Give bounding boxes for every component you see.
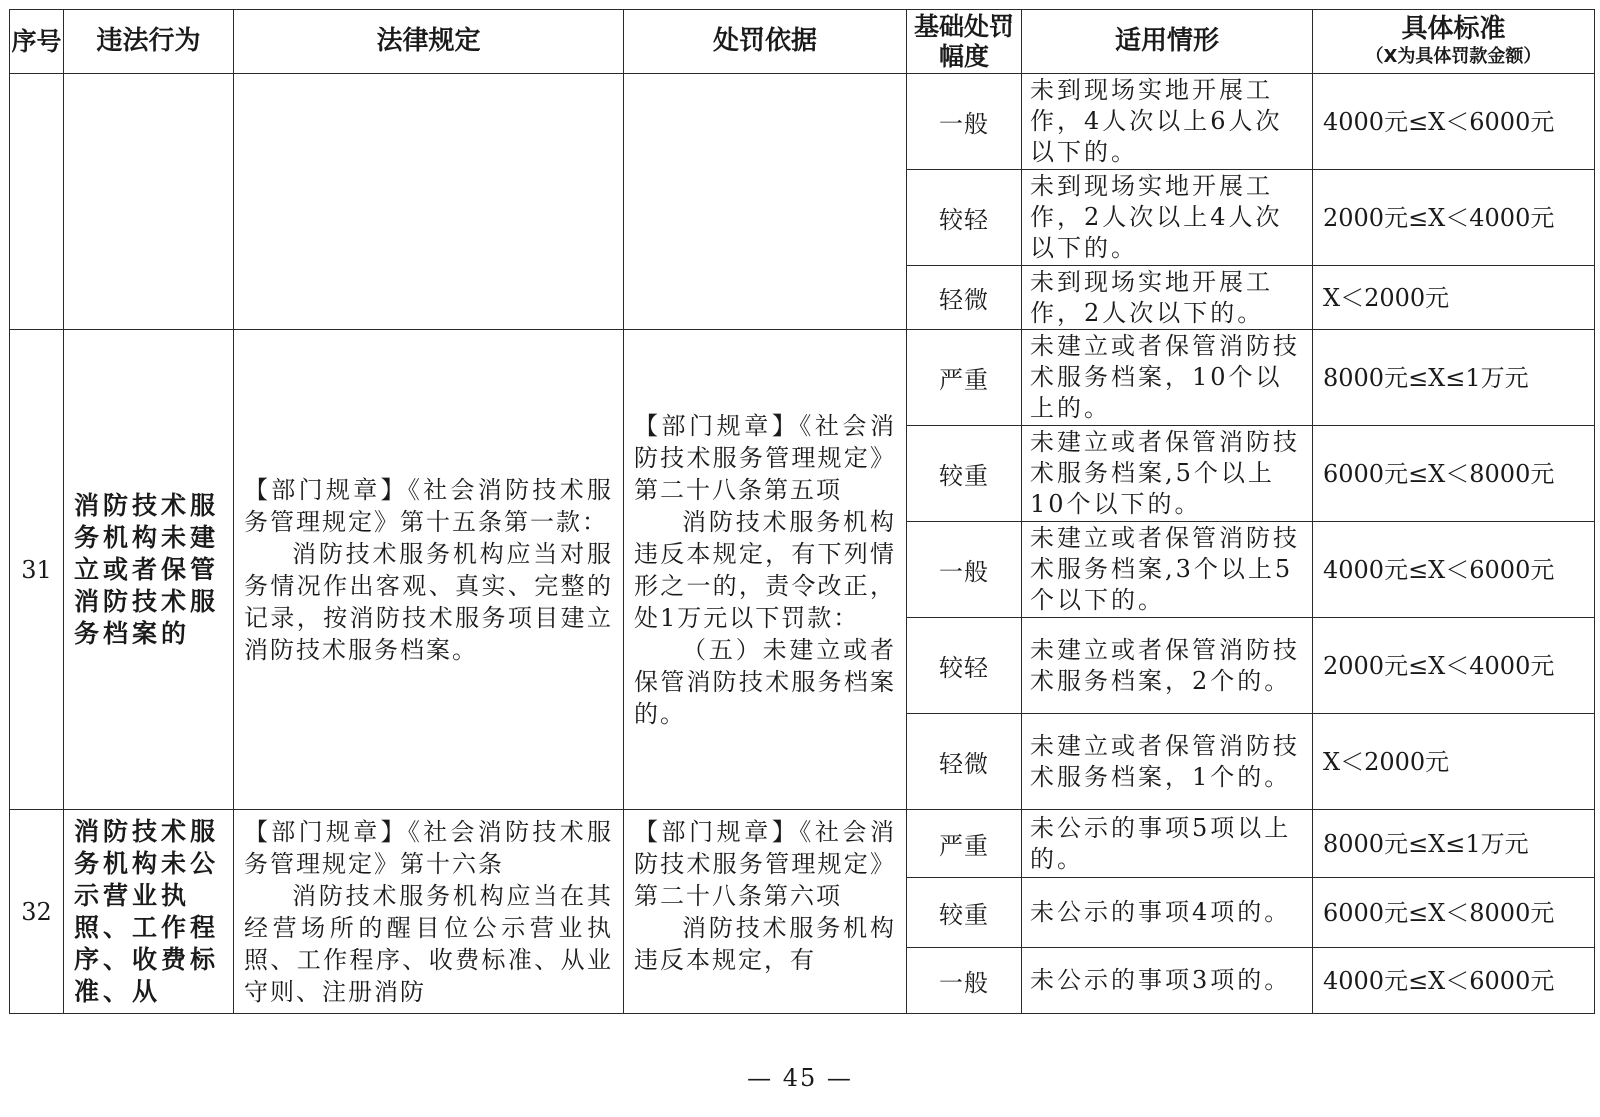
page-number: — 45 — xyxy=(747,1064,853,1092)
standard-cell: X＜2000元 xyxy=(1313,266,1595,330)
header-standard-title: 具体标准 xyxy=(1401,14,1506,44)
header-seq: 序号 xyxy=(10,10,64,74)
header-degree: 基础处罚幅度 xyxy=(907,10,1022,74)
continued-basis-cell xyxy=(624,74,907,330)
penalty-basis-body: 消防技术服务机构违反本规定，有 xyxy=(634,914,896,974)
legal-provision-body: 消防技术服务机构应当对服务情况作出客观、真实、完整的记录，按消防技术服务项目建立消防技术服务档案。 xyxy=(244,539,613,664)
table-row xyxy=(10,74,1595,170)
degree-cell: 严重 xyxy=(907,810,1022,878)
degree-cell: 一般 xyxy=(907,948,1022,1014)
degree-cell: 较轻 xyxy=(907,618,1022,714)
situation-cell: 未公示的事项3项的。 xyxy=(1022,948,1313,1014)
header-standard xyxy=(1313,10,1595,74)
violation-act: 消防技术服务机构未公示营业执照、工作程序、收费标准、从 xyxy=(64,810,234,1014)
header-standard-note: （X为具体罚款金额） xyxy=(1365,46,1542,67)
situation-cell: 未建立或者保管消防技术服务档案，2个的。 xyxy=(1022,618,1313,714)
standard-cell: 8000元≤X≤1万元 xyxy=(1313,810,1595,878)
table-header-row xyxy=(10,10,1595,74)
degree-cell: 严重 xyxy=(907,330,1022,426)
penalty-basis xyxy=(624,810,907,1014)
standard-cell: 4000元≤X＜6000元 xyxy=(1313,948,1595,1014)
legal-provision-head: 【部门规章】《社会消防技术服务管理规定》第十五条第一款： xyxy=(244,475,613,536)
legal-provision-head: 【部门规章】《社会消防技术服务管理规定》第十六条 xyxy=(244,818,613,878)
situation-cell: 未到现场实地开展工作，2人次以下的。 xyxy=(1022,266,1313,330)
penalty-basis-item: （五）未建立或者保管消防技术服务档案的。 xyxy=(634,635,896,728)
penalty-basis-body: 消防技术服务机构违反本规定，有下列情形之一的，责令改正，处1万元以下罚款： xyxy=(634,507,896,632)
header-act: 违法行为 xyxy=(64,10,234,74)
standard-cell: 8000元≤X≤1万元 xyxy=(1313,330,1595,426)
situation-cell: 未建立或者保管消防技术服务档案,3个以上5个以下的。 xyxy=(1022,522,1313,618)
penalty-basis-head: 【部门规章】《社会消防技术服务管理规定》第二十八条第六项 xyxy=(634,818,896,910)
standard-cell: 6000元≤X＜8000元 xyxy=(1313,426,1595,522)
item-number: 31 xyxy=(10,330,64,810)
situation-cell: 未建立或者保管消防技术服务档案,5个以上10个以下的。 xyxy=(1022,426,1313,522)
penalty-standard-table xyxy=(9,9,1595,1014)
standard-cell: 4000元≤X＜6000元 xyxy=(1313,522,1595,618)
degree-cell: 较重 xyxy=(907,878,1022,948)
header-law: 法律规定 xyxy=(234,10,624,74)
situation-cell: 未建立或者保管消防技术服务档案，1个的。 xyxy=(1022,714,1313,810)
table-row xyxy=(10,330,1595,426)
legal-provision xyxy=(234,330,624,810)
situation-cell: 未公示的事项4项的。 xyxy=(1022,878,1313,948)
degree-cell: 一般 xyxy=(907,522,1022,618)
continued-law-cell xyxy=(234,74,624,330)
standard-cell: 2000元≤X＜4000元 xyxy=(1313,170,1595,266)
standard-cell: 2000元≤X＜4000元 xyxy=(1313,618,1595,714)
degree-cell: 轻微 xyxy=(907,714,1022,810)
degree-cell: 较重 xyxy=(907,426,1022,522)
continued-num-cell xyxy=(10,74,64,330)
header-basis: 处罚依据 xyxy=(624,10,907,74)
header-situation: 适用情形 xyxy=(1022,10,1313,74)
situation-cell: 未建立或者保管消防技术服务档案，10个以上的。 xyxy=(1022,330,1313,426)
legal-provision-body: 消防技术服务机构应当在其经营场所的醒目位公示营业执照、工作程序、收费标准、从业守则、注册消防 xyxy=(244,882,613,1006)
continued-act-cell xyxy=(64,74,234,330)
violation-act: 消防技术服务机构未建立或者保管消防技术服务档案的 xyxy=(64,330,234,810)
standard-cell: 4000元≤X＜6000元 xyxy=(1313,74,1595,170)
degree-cell: 较轻 xyxy=(907,170,1022,266)
situation-cell: 未到现场实地开展工作，4人次以上6人次以下的。 xyxy=(1022,74,1313,170)
item-number: 32 xyxy=(10,810,64,1014)
table-row xyxy=(10,810,1595,878)
standard-cell: X＜2000元 xyxy=(1313,714,1595,810)
degree-cell: 轻微 xyxy=(907,266,1022,330)
legal-provision xyxy=(234,810,624,1014)
situation-cell: 未公示的事项5项以上的。 xyxy=(1022,810,1313,878)
degree-cell: 一般 xyxy=(907,74,1022,170)
standard-cell: 6000元≤X＜8000元 xyxy=(1313,878,1595,948)
situation-cell: 未到现场实地开展工作，2人次以上4人次以下的。 xyxy=(1022,170,1313,266)
penalty-basis xyxy=(624,330,907,810)
penalty-basis-head: 【部门规章】《社会消防技术服务管理规定》第二十八条第五项 xyxy=(634,411,896,504)
